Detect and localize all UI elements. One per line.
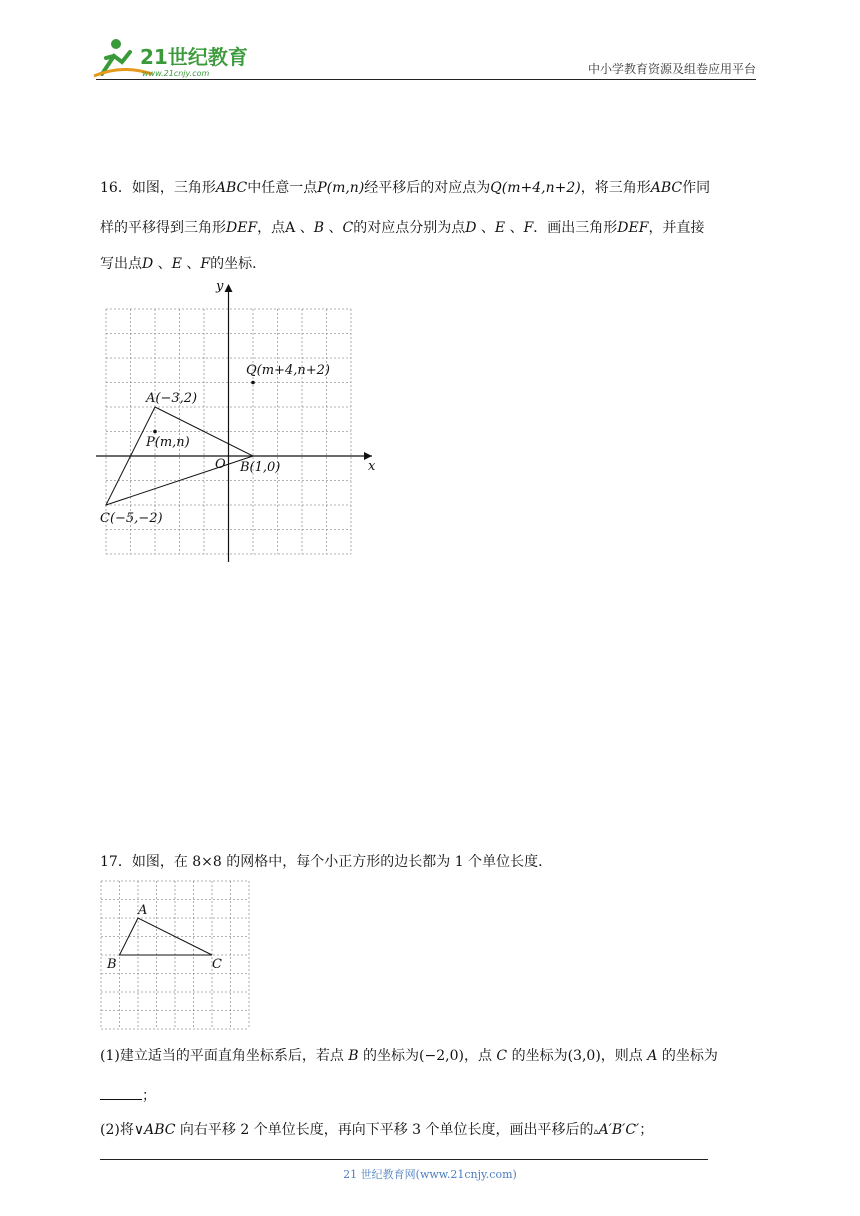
logo-main-text: 21世纪教育: [140, 45, 248, 69]
q17-part2: (2)将∨ABC 向右平移 2 个单位长度，再向下平移 3 个单位长度，画出平移后的▵A′B′C′；: [100, 1122, 654, 1138]
q17-label-b: B: [107, 957, 117, 972]
q16-line3: 写出点D 、E 、F的坐标．: [100, 256, 267, 272]
label-y: y: [216, 280, 224, 294]
y-axis-arrow-icon: [225, 284, 233, 292]
point-p: [153, 430, 157, 434]
header-divider: [96, 79, 756, 80]
header-platform-text: 中小学教育资源及组卷应用平台: [587, 62, 756, 76]
answer-blank[interactable]: [100, 1087, 142, 1100]
logo-sub-text: www.21cnjy.com: [142, 69, 210, 78]
q17-part1-answer: ；: [100, 1086, 764, 1106]
label-origin: O: [215, 457, 226, 472]
label-c: C(−5,−2): [100, 511, 163, 526]
logo-runner-icon: [92, 34, 262, 80]
label-q: Q(m+4,n+2): [246, 363, 330, 378]
label-p: P(m,n): [146, 435, 190, 450]
q17-title: 17．如图，在 8×8 的网格中，每个小正方形的边长都为 1 个单位长度．: [100, 854, 553, 870]
q16-line1: 16．如图，三角形ABC中任意一点P(m,n)经平移后的对应点为Q(m+4,n+2)，将三角形ABC作同: [100, 180, 711, 196]
q16-figure: [96, 280, 386, 574]
q17-label-a: A: [138, 903, 148, 918]
label-b: B(1,0): [240, 460, 281, 475]
q17-figure: [98, 878, 254, 1036]
footer-divider: [100, 1159, 708, 1160]
q16-line2: 样的平移得到三角形DEF，点A 、B 、C的对应点分别为点D 、E 、F．画出三角形DEF，并直接: [100, 220, 705, 236]
q17-part1: (1)建立适当的平面直角坐标系后，若点 B 的坐标为(−2,0)，点 C 的坐标为(3,0)，则点 A 的坐标为: [100, 1048, 718, 1064]
footer-text[interactable]: 21 世纪教育网(www.21cnjy.com): [343, 1168, 517, 1181]
header-logo: [92, 34, 262, 80]
label-x: x: [368, 459, 376, 474]
label-a: A(−3,2): [146, 391, 198, 406]
point-q: [251, 381, 255, 385]
q17-label-c: C: [212, 957, 222, 972]
